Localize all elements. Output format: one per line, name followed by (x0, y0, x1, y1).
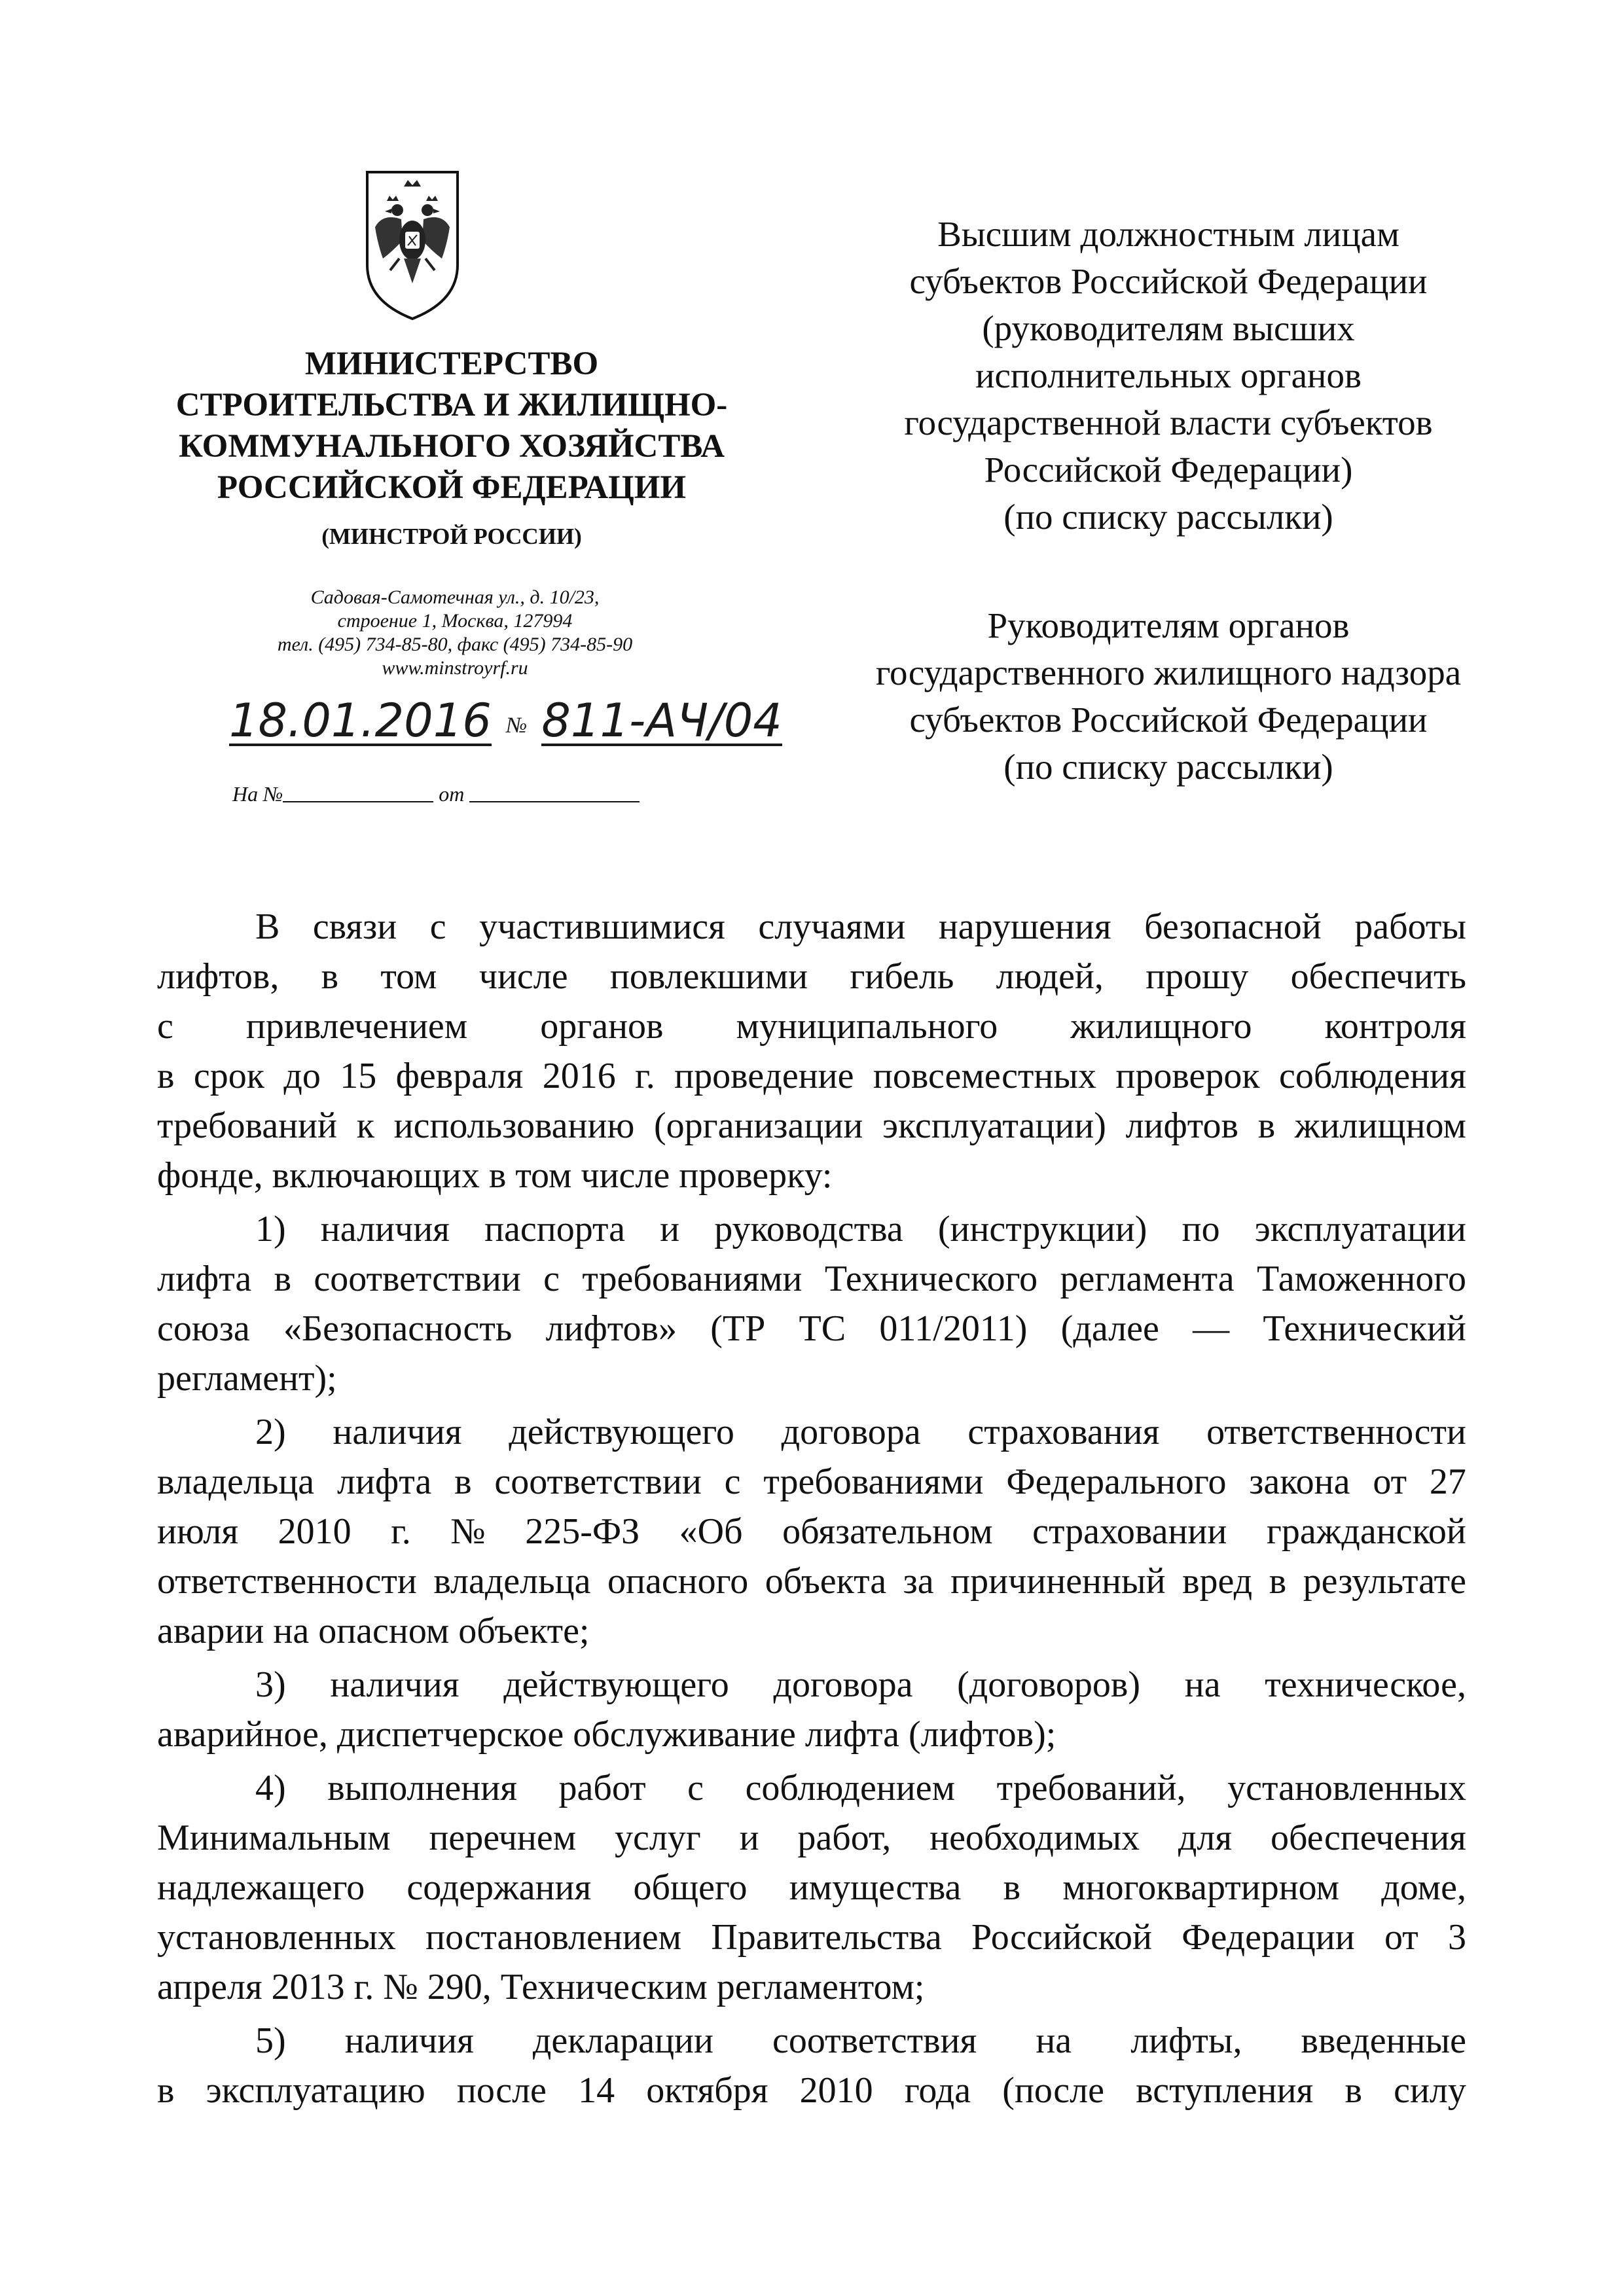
body-word: случаями (758, 906, 906, 947)
body-word: лифтов» (545, 1308, 677, 1349)
body-word: в (488, 1155, 507, 1196)
body-word: 2010 (278, 1511, 352, 1552)
body-word: соблюдения (1278, 1056, 1466, 1096)
ministry-address (196, 586, 713, 680)
body-word: действующего (509, 1412, 734, 1452)
body-word: и (739, 1818, 759, 1858)
reference-line (232, 782, 730, 806)
body-word: перечнем (429, 1818, 577, 1858)
body-word: 2013 (271, 1967, 345, 2007)
ministry-name-line: КОММУНАЛЬНОГО ХОЗЯЙСТВА (178, 428, 725, 465)
ref-number-blank (283, 783, 433, 802)
addressee-line: государственной власти субъектов (904, 403, 1433, 442)
body-word: надлежащего (157, 1867, 365, 1908)
registration-date: 18.01.2016 (229, 694, 492, 747)
body-word: г. (391, 1511, 411, 1552)
body-word: соблюдением (745, 1768, 956, 1808)
body-word: 15 (340, 1056, 377, 1096)
body-line (157, 1962, 1466, 2012)
body-line (157, 1204, 1466, 1254)
body-word: введенные (1301, 2020, 1466, 2061)
addressee-block-1 (792, 211, 1545, 541)
body-word: ответственности (1206, 1412, 1466, 1452)
addressee-line: государственного жилищного надзора (875, 653, 1462, 692)
body-word: на (273, 1611, 310, 1651)
body-word: общего (633, 1867, 748, 1908)
body-word: 14 (578, 2070, 615, 2111)
body-word: 225-ФЗ (525, 1511, 640, 1552)
body-word: том (380, 956, 437, 997)
body-word: «Безопасность (283, 1308, 513, 1349)
body-word: Федерального (1006, 1462, 1227, 1502)
body-word: наличия (344, 2020, 474, 2061)
body-word: постановлением (425, 1917, 682, 1958)
body-word: (после (1002, 2070, 1104, 2111)
body-word: 2016 (542, 1056, 616, 1096)
body-word: диспетчерское (336, 1714, 564, 1755)
body-word: с (429, 906, 446, 947)
ref-from-label: от (439, 782, 465, 806)
body-word: соответствии (494, 1462, 702, 1502)
body-word: работ, (797, 1818, 892, 1858)
body-word: многоквартирном (1062, 1867, 1340, 1908)
body-word: 3) (255, 1664, 286, 1705)
body-word: 011/2011) (879, 1308, 1028, 1349)
body-word: страховании (1032, 1511, 1227, 1552)
body-word: опасного (607, 1561, 749, 1602)
addressee-line: субъектов Российской Федерации (909, 261, 1428, 301)
letter-body (157, 902, 1466, 2115)
body-line (157, 1813, 1466, 1863)
body-word: установленных (157, 1917, 396, 1958)
body-word: прошу (1146, 956, 1249, 997)
body-word: Российской (971, 1917, 1152, 1958)
body-word: г. (353, 1967, 374, 2007)
body-word: Технического (824, 1259, 1038, 1299)
body-word: года (904, 2070, 971, 2111)
body-word: органов (540, 1006, 664, 1047)
body-word: 2010 (799, 2070, 873, 2111)
body-word: (инструкции) (937, 1209, 1147, 1249)
addressee-line: (по списку рассылки) (1003, 747, 1333, 787)
body-word: требований, (996, 1768, 1186, 1808)
body-word: Правительства (711, 1917, 942, 1958)
ministry-name-line: СТРОИТЕЛЬСТВА И ЖИЛИЩНО- (175, 387, 728, 423)
addressee-line: субъектов Российской Федерации (909, 700, 1428, 740)
body-word: числе (478, 956, 568, 997)
double-headed-eagle-icon (363, 167, 461, 324)
body-word: — (1193, 1308, 1230, 1349)
body-word: «Об (679, 1511, 743, 1552)
body-word: № (450, 1511, 486, 1552)
body-word: Федерации (1182, 1917, 1355, 1958)
body-word: в (1269, 1561, 1287, 1602)
body-word: в (157, 1056, 175, 1096)
body-word: декларации (532, 2020, 713, 2061)
number-sign: № (506, 713, 528, 738)
body-word: обеспечения (1270, 1818, 1466, 1858)
body-word: до (283, 1056, 321, 1096)
body-word: ответственности (157, 1561, 417, 1602)
body-line (157, 1660, 1466, 1710)
body-line (157, 1763, 1466, 1813)
body-word: контроля (1324, 1006, 1466, 1047)
body-word: г. (635, 1056, 655, 1096)
body-word: требованиями (763, 1462, 984, 1502)
body-word: лифта (804, 1714, 900, 1755)
body-word: № (383, 1967, 418, 2007)
body-word: наличия (333, 1412, 462, 1452)
body-word: жилищного (1070, 1006, 1252, 1047)
ref-number-label: На № (232, 782, 283, 806)
ref-date-blank (469, 783, 640, 802)
body-word: гибель (850, 956, 954, 997)
body-word: объекте; (458, 1611, 590, 1651)
body-word: к (356, 1105, 374, 1146)
body-word: фонде, (157, 1155, 263, 1196)
body-word: лифты, (1130, 2020, 1242, 2061)
body-word: на (1184, 1664, 1221, 1705)
body-line (157, 1710, 1466, 1759)
body-word: использованию (393, 1105, 635, 1146)
body-word: людей, (996, 956, 1104, 997)
coat-of-arms-emblem (363, 167, 461, 324)
body-line (157, 1354, 1466, 1403)
body-word: жилищном (1294, 1105, 1466, 1146)
body-line (157, 1863, 1466, 1912)
body-word: Таможенного (1256, 1259, 1466, 1299)
address-line: строение 1, Москва, 127994 (337, 610, 573, 632)
body-word: февраля (395, 1056, 524, 1096)
registration-line (229, 694, 782, 753)
body-word: закона (1249, 1462, 1350, 1502)
body-word: (договоров) (957, 1664, 1141, 1705)
body-word: лифтов (1125, 1105, 1238, 1146)
body-word: наличия (330, 1664, 460, 1705)
body-word: включающих (272, 1155, 480, 1196)
body-word: 2) (255, 1412, 286, 1452)
addressee-block-2 (792, 602, 1545, 791)
body-word: в (157, 2070, 175, 2111)
body-word: апреля (157, 1967, 262, 2007)
body-word: муниципального (736, 1006, 998, 1047)
body-word: за (903, 1561, 934, 1602)
body-word: доме, (1381, 1867, 1466, 1908)
addressee-line: Руководителям органов (987, 605, 1350, 645)
body-word: обязательном (782, 1511, 993, 1552)
body-word: связи (312, 906, 397, 947)
addressee-line: Российской Федерации) (984, 450, 1353, 490)
body-word: техническое, (1265, 1664, 1466, 1705)
body-word: для (1178, 1818, 1233, 1858)
body-word: гражданской (1266, 1511, 1466, 1552)
body-word: с (724, 1462, 741, 1502)
body-word: привлечением (245, 1006, 468, 1047)
body-word: эксплуатации (1254, 1209, 1466, 1249)
body-word: услуг (615, 1818, 701, 1858)
body-line (157, 1001, 1466, 1051)
body-word: нарушения (938, 906, 1111, 947)
body-word: результате (1303, 1561, 1466, 1602)
body-line (157, 2016, 1466, 2066)
body-line (157, 902, 1466, 952)
body-word: в (1003, 1867, 1021, 1908)
body-word: соответствии (314, 1259, 521, 1299)
body-line (157, 1407, 1466, 1457)
body-word: срок (193, 1056, 264, 1096)
body-word: 4) (255, 1768, 286, 1808)
body-word: 290, (427, 1967, 492, 2007)
body-word: проведение (674, 1056, 854, 1096)
body-word: имущества (789, 1867, 962, 1908)
body-word: страхования (967, 1412, 1160, 1452)
body-word: требований (157, 1105, 337, 1146)
body-word: (лифтов); (909, 1714, 1056, 1755)
body-word: В (255, 906, 280, 947)
body-word: паспорта (484, 1209, 625, 1249)
body-line (157, 1254, 1466, 1304)
body-word: лифта (337, 1462, 432, 1502)
ministry-name-line: РОССИЙСКОЙ ФЕДЕРАЦИИ (217, 469, 687, 506)
body-word: в (1257, 1105, 1276, 1146)
body-word: от (1384, 1917, 1418, 1958)
body-word: в (1344, 2070, 1362, 2111)
body-word: работы (1354, 906, 1466, 947)
body-word: требованиями (582, 1259, 803, 1299)
body-word: октября (646, 2070, 768, 2111)
body-word: владельца (157, 1462, 315, 1502)
body-word: повлекшими (609, 956, 808, 997)
body-line (157, 1304, 1466, 1354)
body-line (157, 952, 1466, 1001)
body-word: договора (781, 1412, 921, 1452)
body-word: содержания (406, 1867, 592, 1908)
body-word: регламентом; (716, 1967, 925, 2007)
body-word: соответствия (772, 2020, 977, 2061)
body-line (157, 1556, 1466, 1606)
body-word: 27 (1429, 1462, 1466, 1502)
body-word: регламент); (157, 1358, 337, 1399)
body-word: опасном (318, 1611, 450, 1651)
body-word: наличия (320, 1209, 450, 1249)
body-word: лифтов, (157, 956, 280, 997)
body-word: (далее (1060, 1308, 1159, 1349)
body-word: после (456, 2070, 547, 2111)
body-word: вступления (1136, 2070, 1314, 2111)
body-word: 5) (255, 2020, 286, 2061)
body-word: выполнения (327, 1768, 517, 1808)
body-word: необходимых (929, 1818, 1140, 1858)
addressee-line: Высшим должностным лицам (937, 214, 1399, 254)
body-line (157, 1151, 1466, 1200)
body-word: вред (1182, 1561, 1253, 1602)
body-word: действующего (503, 1664, 729, 1705)
body-word: числе (581, 1155, 670, 1196)
body-word: руководства (714, 1209, 903, 1249)
body-word: в (454, 1462, 472, 1502)
addressee-line: исполнительных органов (975, 355, 1362, 395)
body-word: договора (773, 1664, 913, 1705)
addressee-line: (по списку рассылки) (1003, 497, 1333, 537)
body-word: с (157, 1006, 173, 1047)
ministry-short-name: (МИНСТРОЙ РОССИИ) (321, 524, 582, 549)
body-word: силу (1394, 2070, 1466, 2111)
body-word: проверок (1115, 1056, 1260, 1096)
body-word: работ (558, 1768, 646, 1808)
body-word: в (321, 956, 339, 997)
body-word: с (687, 1768, 704, 1808)
registration-number: 811-АЧ/04 (541, 694, 782, 747)
body-word: 1) (255, 1209, 286, 1249)
body-word: Минимальным (157, 1818, 391, 1858)
addressee-line: (руководителям высших (982, 308, 1355, 348)
body-word: (ТР (710, 1308, 766, 1349)
body-word: Техническим (500, 1967, 708, 2007)
address-line: www.minstroyrf.ru (382, 657, 528, 679)
body-word: июля (157, 1511, 239, 1552)
body-word: (организации (654, 1105, 863, 1146)
body-word: аварии (157, 1611, 264, 1651)
body-word: причиненный (950, 1561, 1166, 1602)
body-word: том (515, 1155, 572, 1196)
address-line: Садовая-Самотечная ул., д. 10/23, (310, 586, 600, 608)
body-word: эксплуатацию (206, 2070, 425, 2111)
body-word: аварийное, (157, 1714, 328, 1755)
body-word: установленных (1227, 1768, 1466, 1808)
body-word: по (1182, 1209, 1220, 1249)
body-line (157, 1457, 1466, 1507)
body-word: Технический (1263, 1308, 1466, 1349)
body-word: с (543, 1259, 560, 1299)
body-word: проверку: (679, 1155, 833, 1196)
body-word: и (660, 1209, 680, 1249)
body-word: обслуживание (573, 1714, 796, 1755)
ministry-name-line: МИНИСТЕРСТВО (304, 346, 599, 382)
body-line (157, 1051, 1466, 1101)
body-word: объекта (765, 1561, 887, 1602)
body-word: на (1036, 2020, 1072, 2061)
address-line: тел. (495) 734-85-80, факс (495) 734-85-90 (277, 634, 633, 655)
body-word: эксплуатации) (882, 1105, 1106, 1146)
body-word: лифта (157, 1259, 252, 1299)
body-word: безопасной (1144, 906, 1322, 947)
body-word: 3 (1447, 1917, 1466, 1958)
body-word: владельца (433, 1561, 591, 1602)
body-line (157, 1606, 1466, 1656)
body-line (157, 1507, 1466, 1556)
body-word: союза (157, 1308, 250, 1349)
body-word: ТС (799, 1308, 846, 1349)
body-line (157, 2066, 1466, 2115)
body-word: обеспечить (1290, 956, 1466, 997)
body-word: регламента (1060, 1259, 1235, 1299)
body-word: от (1373, 1462, 1407, 1502)
body-word: в (274, 1259, 292, 1299)
body-line (157, 1912, 1466, 1962)
body-line (157, 1101, 1466, 1151)
body-word: повсеместных (873, 1056, 1096, 1096)
body-word: участившимися (479, 906, 725, 947)
ministry-name (131, 344, 772, 509)
